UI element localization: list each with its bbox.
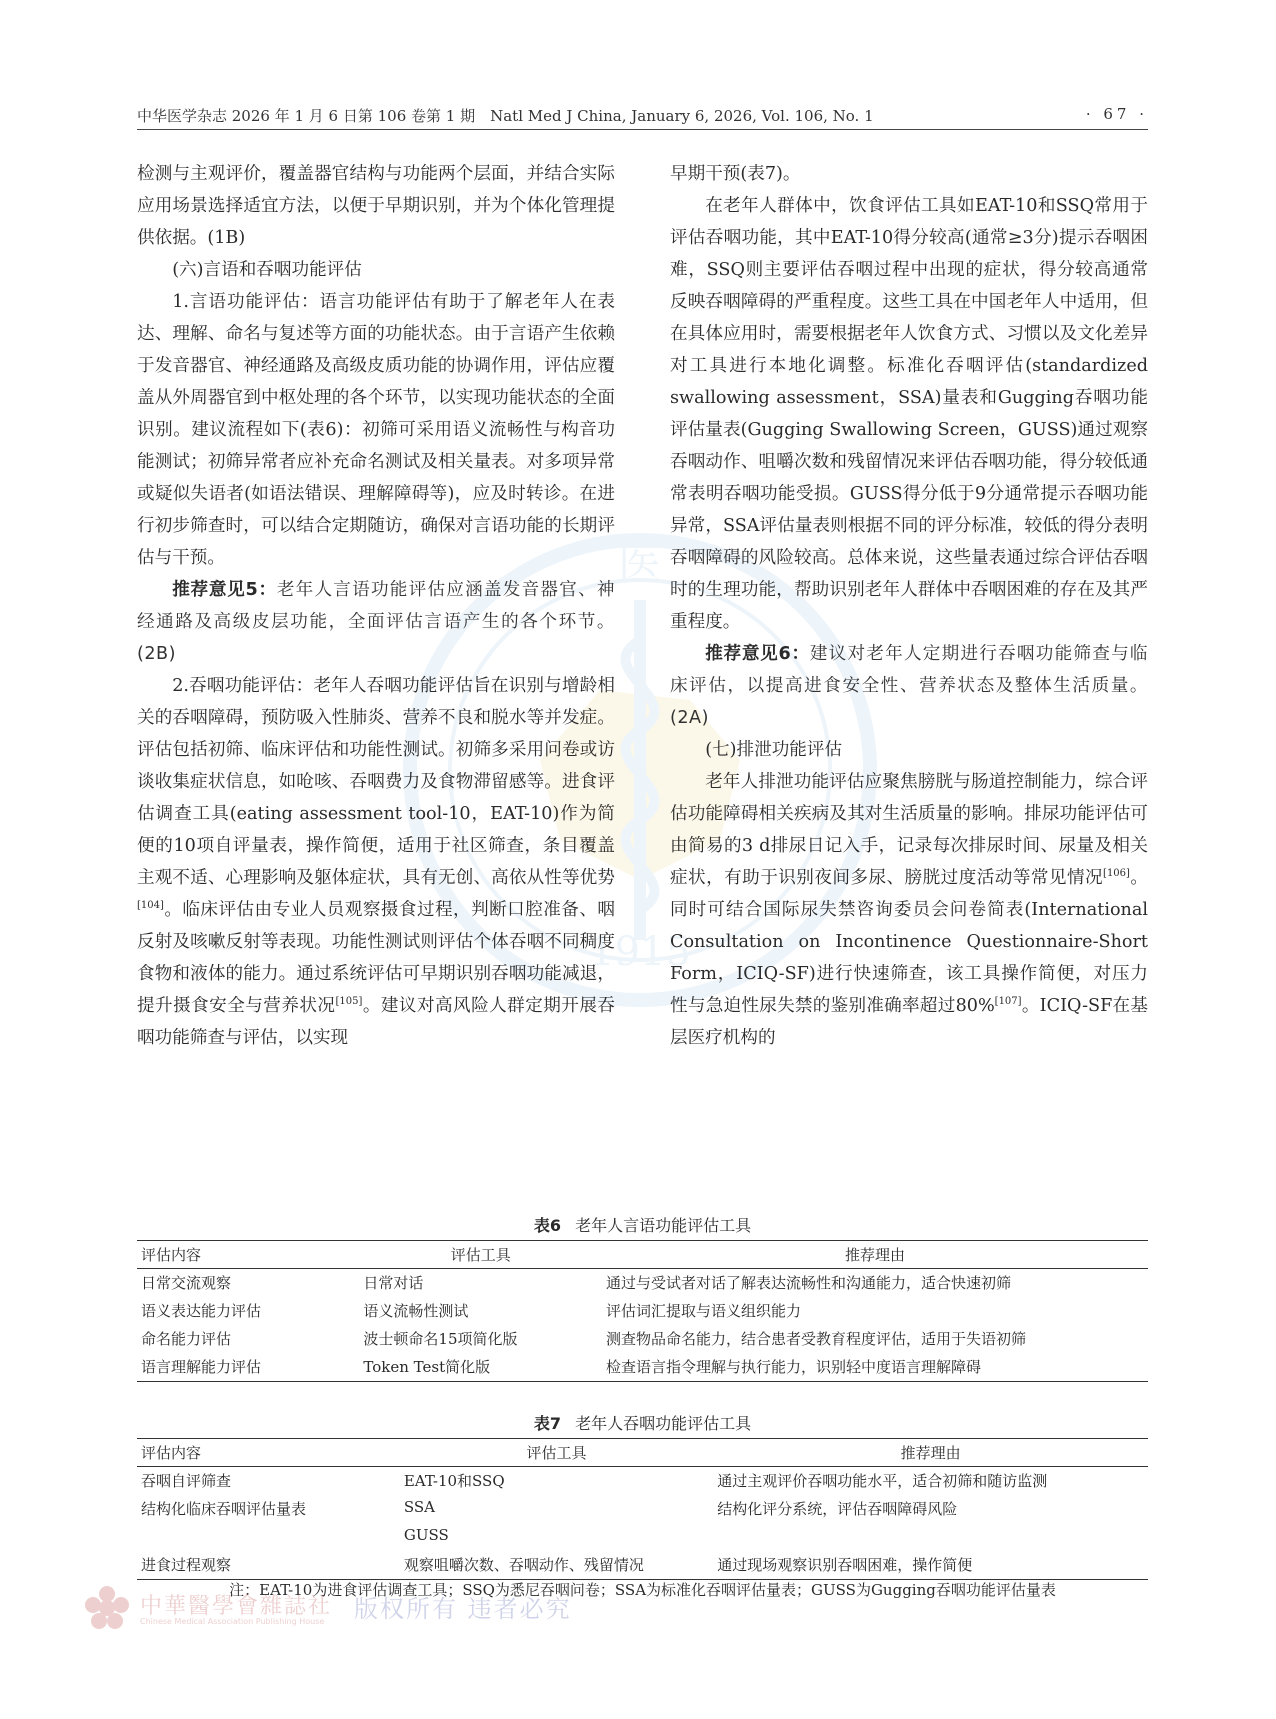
watermark-char: 医 xyxy=(618,540,662,591)
citation-107: [107] xyxy=(994,996,1022,1008)
table-cell: Token Test简化版 xyxy=(359,1353,602,1382)
table-row xyxy=(137,1551,1148,1580)
table7-col-tool: 评估工具 xyxy=(400,1439,713,1467)
recommendation-5-label: 推荐意见5： xyxy=(172,580,277,600)
swallow-text-b: 。临床评估由专业人员观察摄食过程，判断口腔准备、咽反射及咳嗽反射等表现。功能性测试则评估个体吞咽不同稠度食物和液体的能力。通过系统评估可早期识别吞咽功能减退，提升摄食安全与营养状况 xyxy=(137,900,615,1016)
table-cell: 通过主观评价吞咽功能水平，适合初筛和随访监测 xyxy=(717,1472,1048,1490)
right-column xyxy=(670,158,1148,1054)
table-row xyxy=(137,1523,1148,1551)
table-row xyxy=(137,1297,1148,1325)
publisher-name: 中華醫學會雜誌社 xyxy=(140,1594,333,1619)
swallow-text-c: 。建议对高风险人群定期开展吞咽功能筛查与评估，以实现 xyxy=(137,996,615,1048)
table7-caption xyxy=(137,1411,1148,1434)
table-cell: 语义流畅性测试 xyxy=(363,1302,469,1320)
table-cell xyxy=(137,1523,400,1551)
citation-106: [106] xyxy=(1103,868,1130,880)
table-cell: 进食过程观察 xyxy=(137,1551,400,1580)
table-cell: 通过与受试者对话了解表达流畅性和沟通能力，适合快速初筛 xyxy=(606,1274,1012,1292)
table7-col-reason: 推荐理由 xyxy=(713,1439,1148,1467)
paragraph-swallow-tools: 在老年人群体中，饮食评估工具如EAT-10和SSQ常用于评估吞咽功能，其中EAT-10得分较高(通常≥3分)提示吞咽困难，SSQ则主要评估吞咽过程中出现的症状，得分较高通常反映吞咽障碍的严重程度。这些工具在中国老年人中适用，但在具体应用时，需要根据老年人饮食方式、习惯以及文化差异对工具进行本地化调整。标准化吞咽评估(standardized swallowing assessment，SSA)量表和Gugging吞咽功能评估量表(Gugging Swallowing Screen，GUSS)通过观察吞咽动作、咀嚼次数和残留情况来评估吞咽功能，得分较低通常表明吞咽功能受损。GUSS得分低于9分通常提示吞咽功能异常，SSA评估量表则根据不同的评分标准，较低的得分表明吞咽障碍的风险较高。总体来说，这些量表通过综合评估吞咽时的生理功能，帮助识别老年人群体中吞咽困难的存在及其严重程度。 xyxy=(670,196,1148,632)
paragraph-excretion-assessment xyxy=(670,766,1148,1054)
table6-col-reason: 推荐理由 xyxy=(602,1241,1148,1269)
table-cell: 评估词汇提取与语义组织能力 xyxy=(606,1302,802,1320)
recommendation-5-body: 老年人言语功能评估应涵盖发音器官、神经通路及高级皮层功能，全面评估言语产生的各个环节。(2B) xyxy=(137,580,615,664)
section-heading-7: (七)排泄功能评估 xyxy=(705,740,843,760)
table-cell: 结构化评分系统，评估吞咽障碍风险 xyxy=(717,1500,958,1518)
excretion-text-a: 老年人排泄功能评估应聚焦膀胱与肠道控制能力，综合评估功能障碍相关疾病及其对生活质量的影响。排尿功能评估可由简易的3 d排尿日记入手，记录每次排尿时间、尿量及相关症状，有助于识别夜间多尿、膀胱过度活动等常见情况 xyxy=(670,772,1148,888)
publisher-watermark xyxy=(84,1585,604,1635)
table-cell: 命名能力评估 xyxy=(141,1330,232,1348)
table-cell: 通过现场观察识别吞咽困难，操作简便 xyxy=(713,1551,1148,1580)
paragraph-continued-right: 早期干预(表7)。 xyxy=(670,164,801,184)
copyright-slogan: 版权所有 违者必究 xyxy=(354,1595,572,1623)
recommendation-6 xyxy=(670,638,1148,734)
excretion-text-c: 。ICIQ-SF在基层医疗机构的 xyxy=(670,996,1148,1048)
table-cell: SSA xyxy=(403,1498,435,1516)
table-note: 注：EAT-10为进食评估调查工具；SSQ为悉尼吞咽问卷；SSA为标准化吞咽评估量表；GUSS为Gugging吞咽功能评估量表 xyxy=(229,1581,1056,1599)
swallow-text-a: 2.吞咽功能评估：老年人吞咽功能评估旨在识别与增龄相关的吞咽障碍，预防吸入性肺炎、营养不良和脱水等并发症。评估包括初筛、临床评估和功能性测试。初筛多采用问卷或访谈收集症状信息，如呛咳、吞咽费力及食物滞留感等。进食评估调查工具(eating assessment tool-10，EAT-10)作为简便的10项自评量表，操作简便，适用于社区筛查，条目覆盖主观不适、心理影响及躯体症状，具有无创、高依从性等优势 xyxy=(137,676,615,888)
table-cell: EAT-10和SSQ xyxy=(403,1472,505,1490)
journal-citation: 中华医学杂志 2026 年 1 月 6 日第 106 卷第 1 期 Natl Med J China, January 6, 2026, Vol. 106, No. 1 xyxy=(137,107,874,125)
citation-104: [104] xyxy=(137,900,164,912)
table-row xyxy=(137,1353,1148,1382)
table-row xyxy=(137,1325,1148,1353)
table-cell xyxy=(713,1523,1148,1551)
watermark-year: 1915 xyxy=(589,929,691,975)
table6-header-row xyxy=(137,1241,1148,1269)
paragraph-swallow-assessment xyxy=(137,670,615,1054)
page-number: · 67 · xyxy=(1085,105,1148,123)
table-cell: 语言理解能力评估 xyxy=(137,1353,359,1382)
table-row xyxy=(137,1269,1148,1298)
table-cell: 日常对话 xyxy=(363,1274,424,1292)
table6-caption xyxy=(137,1213,1148,1236)
table6-col-tool: 评估工具 xyxy=(359,1241,602,1269)
table-row xyxy=(137,1495,1148,1523)
running-header xyxy=(137,103,1148,130)
table-cell: GUSS xyxy=(403,1526,449,1544)
table-cell: 检查语言指令理解与执行能力，识别轻中度语言理解障碍 xyxy=(602,1353,1148,1382)
table-cell: 语义表达能力评估 xyxy=(141,1302,262,1320)
section-heading-6: (六)言语和吞咽功能评估 xyxy=(172,260,362,280)
table7-header-row xyxy=(137,1439,1148,1467)
publisher-name-en: Chinese Medical Association Publishing House xyxy=(140,1617,325,1626)
table6 xyxy=(137,1240,1148,1382)
table6-col-content: 评估内容 xyxy=(137,1241,359,1269)
table-cell: 测查物品命名能力，结合患者受教育程度评估，适用于失语初筛 xyxy=(606,1330,1027,1348)
table7-label: 表7 xyxy=(533,1414,562,1433)
table-row xyxy=(137,1467,1148,1496)
table-cell: 结构化临床吞咽评估量表 xyxy=(141,1500,307,1518)
table7-title: 老年人吞咽功能评估工具 xyxy=(575,1414,752,1433)
table-cell: 观察咀嚼次数、吞咽动作、残留情况 xyxy=(400,1551,713,1580)
table-cell: 日常交流观察 xyxy=(141,1274,232,1292)
left-column xyxy=(137,158,615,1054)
table-cell: 波士顿命名15项简化版 xyxy=(363,1330,518,1348)
table6-label: 表6 xyxy=(533,1216,562,1235)
excretion-text-b: 。同时可结合国际尿失禁咨询委员会问卷简表(International Consultation on Incontinence Questionnaire-Short Form，ICIQ-SF)进行快速筛查，该工具操作简便，对压力性与急迫性尿失禁的鉴别准确率超过80% xyxy=(670,868,1148,1016)
table6-title: 老年人言语功能评估工具 xyxy=(575,1216,752,1235)
recommendation-6-label: 推荐意见6： xyxy=(705,644,810,664)
recommendation-6-body: 建议对老年人定期进行吞咽功能筛查与临床评估，以提高进食安全性、营养状态及整体生活质量。(2A) xyxy=(670,644,1148,728)
recommendation-5 xyxy=(137,574,615,670)
paragraph-speech-assessment: 1.言语功能评估：语言功能评估有助于了解老年人在表达、理解、命名与复述等方面的功能状态。由于言语产生依赖于发音器官、神经通路及高级皮质功能的协调作用，评估应覆盖从外周器官到中枢处理的各个环节，以实现功能状态的全面识别。建议流程如下(表6)：初筛可采用语义流畅性与构音功能测试；初筛异常者应补充命名测试及相关量表。对多项异常或疑似失语者(如语法错误、理解障碍等)，应及时转诊。在进行初步筛查时，可以结合定期随访，确保对言语功能的长期评估与干预。 xyxy=(137,292,615,568)
citation-105: [105] xyxy=(335,996,363,1008)
paragraph-continued: 检测与主观评价，覆盖器官结构与功能两个层面，并结合实际应用场景选择适宜方法，以便于早期识别，并为个体化管理提供依据。(1B) xyxy=(137,164,615,248)
publisher-flower-icon xyxy=(84,1585,130,1631)
table7-col-content: 评估内容 xyxy=(137,1439,400,1467)
table7 xyxy=(137,1438,1148,1580)
table-cell: 吞咽自评筛查 xyxy=(141,1472,232,1490)
